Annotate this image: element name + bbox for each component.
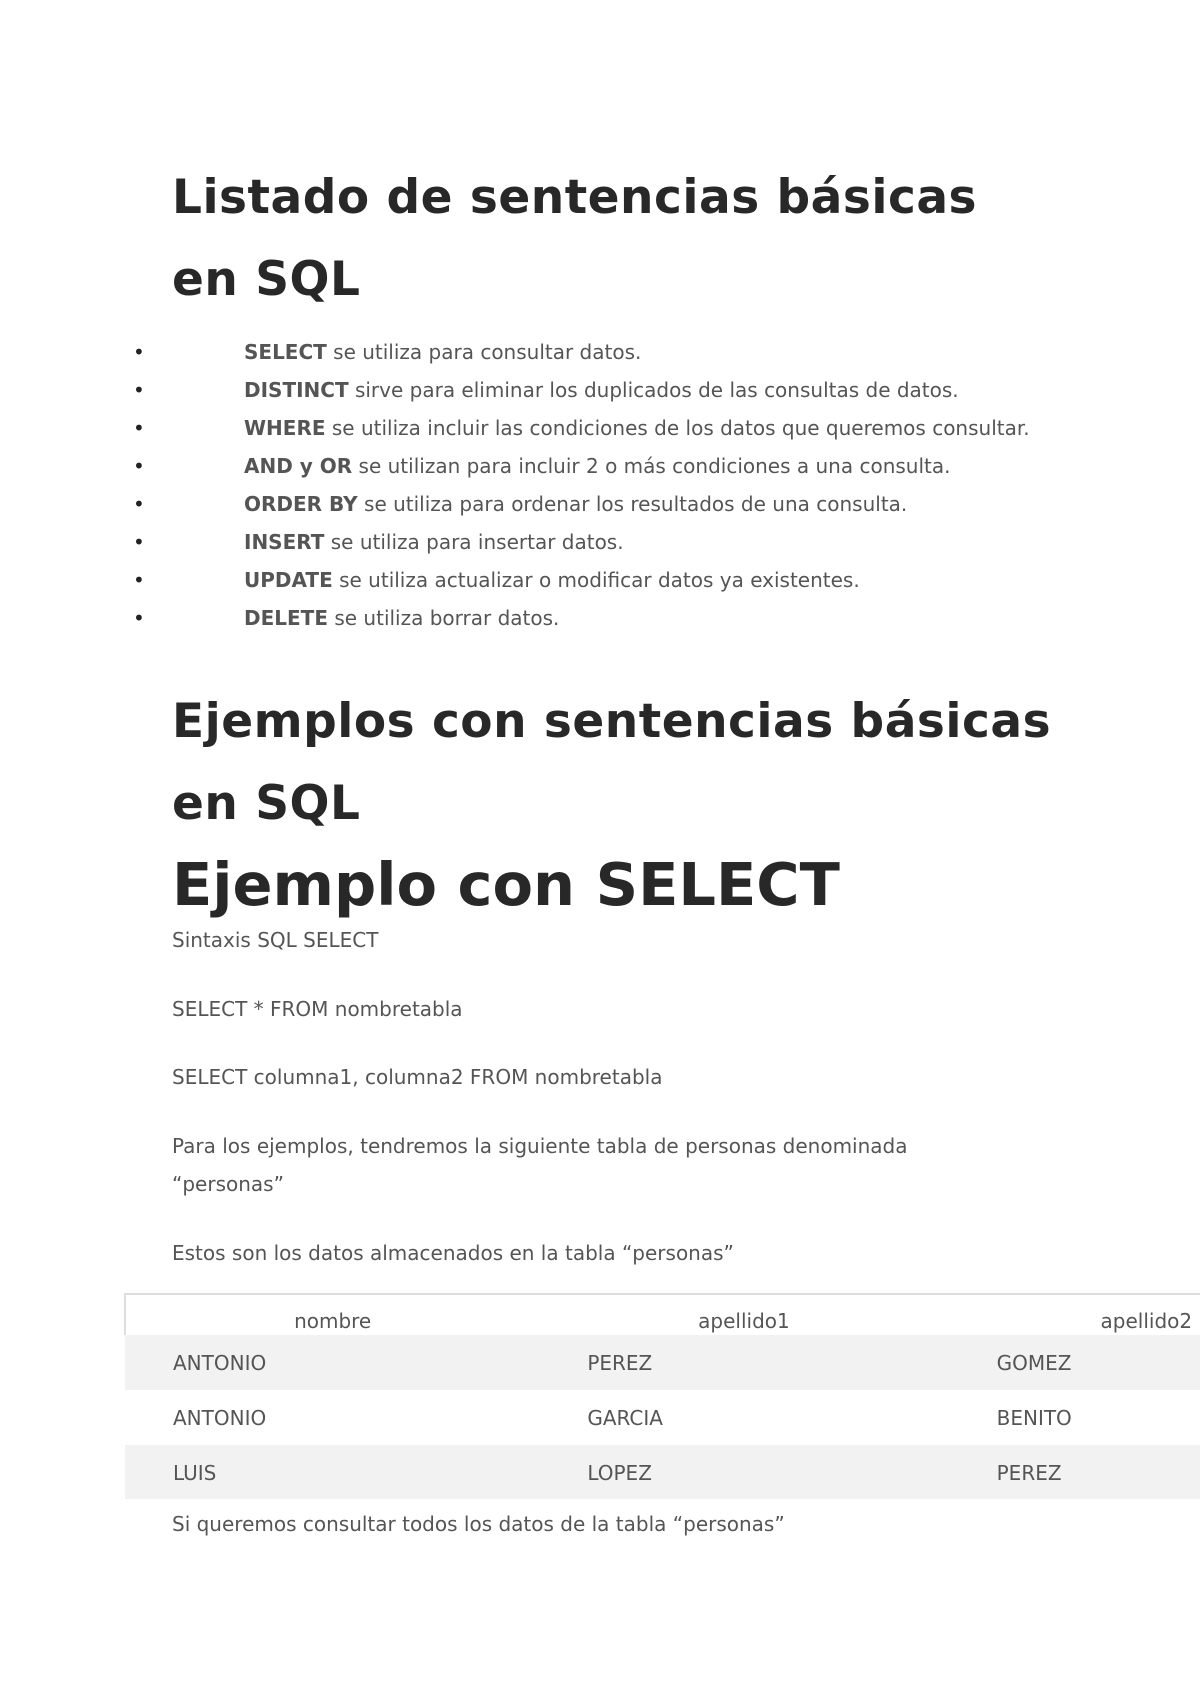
list-item — [0, 333, 1032, 371]
bullet-icon: • — [133, 568, 145, 592]
list-item — [0, 371, 1032, 409]
keyword: SELECT — [244, 340, 327, 364]
column-header: apellido1 — [539, 1294, 948, 1335]
list-item — [0, 409, 1032, 447]
keyword: UPDATE — [244, 568, 333, 592]
keyword: DELETE — [244, 606, 328, 630]
stored-data-paragraph: Estos son los datos almacenados en la tabla “personas” — [172, 1241, 734, 1265]
syntax-label: Sintaxis SQL SELECT — [172, 928, 379, 952]
bullet-icon: • — [133, 530, 145, 554]
table-cell: GARCIA — [587, 1405, 663, 1430]
description: se utiliza borrar datos. — [327, 606, 560, 630]
description: se utilizan para incluir 2 o más condiciones a una consulta. — [352, 454, 951, 478]
column-header: apellido2 — [949, 1294, 1200, 1335]
table-cell: PEREZ — [949, 1445, 1200, 1499]
bullet-icon: • — [133, 454, 145, 478]
list-item — [0, 523, 1032, 561]
list-item — [0, 599, 1032, 637]
keyword: ORDER BY — [244, 492, 358, 516]
subsection-title-select: Ejemplo con SELECT — [172, 850, 840, 919]
description: se utiliza para consultar datos. — [326, 340, 642, 364]
intro-paragraph: Para los ejemplos, tendremos la siguiente tabla de personas denominada “personas” — [172, 1134, 908, 1196]
table-row — [125, 1445, 1200, 1499]
keyword: AND y OR — [244, 454, 353, 478]
bullet-icon: • — [133, 378, 145, 402]
personas-table — [124, 1293, 1200, 1499]
description: se utiliza para insertar datos. — [324, 530, 624, 554]
table-cell: PEREZ — [539, 1335, 948, 1390]
table-cell: LUIS — [125, 1445, 539, 1499]
personas-table-container — [124, 1293, 1200, 1499]
keyword: DISTINCT — [244, 378, 349, 402]
table-cell: GOMEZ — [949, 1335, 1200, 1390]
table-cell: ANTONIO — [125, 1335, 539, 1390]
bullet-icon: • — [133, 416, 145, 440]
table-cell: ANTONIO — [173, 1405, 267, 1430]
description: sirve para eliminar los duplicados de las consultas de datos. — [348, 378, 959, 402]
section-title-listado: Listado de sentencias básicas en SQL — [172, 170, 978, 307]
description: se utiliza actualizar o modificar datos ya existentes. — [332, 568, 860, 592]
bullet-icon: • — [133, 606, 145, 630]
table-cell: BENITO — [996, 1405, 1072, 1430]
table-row — [125, 1390, 1200, 1445]
column-header: nombre — [125, 1294, 539, 1335]
query-intro-paragraph: Si queremos consultar todos los datos de la tabla “personas” — [172, 1512, 785, 1536]
list-item — [0, 485, 1032, 523]
description: se utiliza incluir las condiciones de los datos que queremos consultar. — [325, 416, 1030, 440]
description: se utiliza para ordenar los resultados de una consulta. — [357, 492, 908, 516]
section-title-ejemplos: Ejemplos con sentencias básicas en SQL — [172, 694, 1052, 831]
keyword: INSERT — [244, 530, 325, 554]
table-row — [125, 1335, 1200, 1390]
list-item — [0, 561, 1032, 599]
bullet-icon: • — [133, 492, 145, 516]
syntax-example-2: SELECT columna1, columna2 FROM nombretabla — [172, 1065, 663, 1089]
table-header-row — [125, 1294, 1200, 1335]
list-item — [0, 447, 1032, 485]
syntax-example-1: SELECT * FROM nombretabla — [172, 997, 463, 1021]
table-cell: LOPEZ — [539, 1445, 948, 1499]
keyword: WHERE — [244, 416, 326, 440]
sql-commands-list — [0, 333, 1100, 637]
bullet-icon: • — [133, 340, 145, 364]
